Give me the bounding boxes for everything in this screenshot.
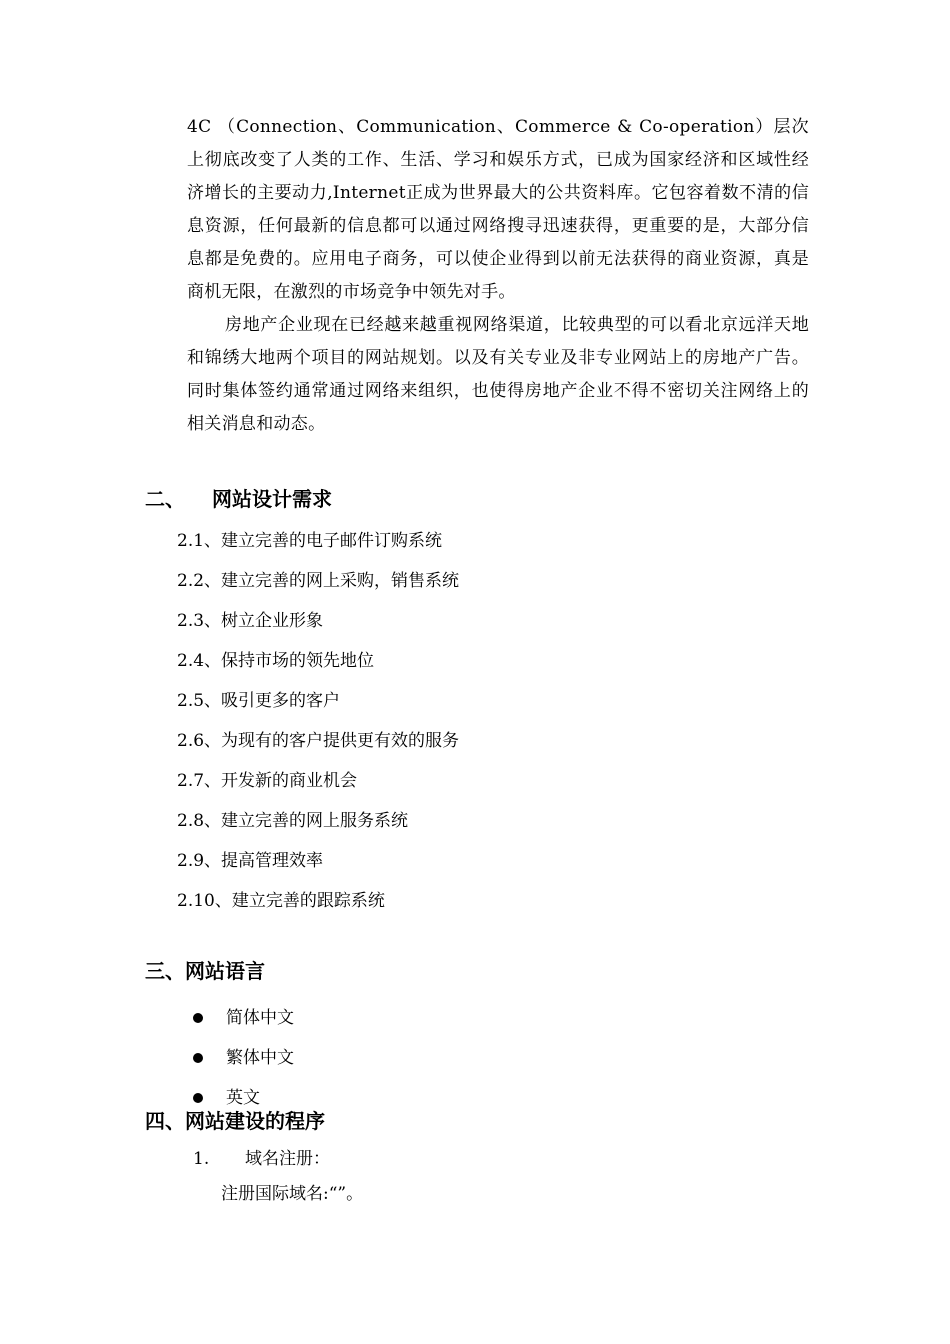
procedure-step-1 [193, 1145, 330, 1173]
intro-paragraph-1: 4C （Connection、Communication、Commerce & Co-operation）层次上彻底改变了人类的工作、生活、学习和娱乐方式，已成为国家经济和区域性经济增长的主要动力,Internet正成为世界最大的公共资料库。它包容着数不清的信息资源，任何最新的信息都可以通过网络搜寻迅速获得，更重要的是，大部分信息都是免费的。应用电子商务，可以使企业得到以前无法获得的商业资源，真是商机无限，在激烈的市场竞争中领先对手。 [187, 117, 809, 302]
language-label: 英文 [226, 1088, 260, 1108]
requirements-list [177, 527, 459, 927]
step-number: 1. [193, 1149, 210, 1169]
bullet-icon [193, 1053, 203, 1063]
section-2-title: 网站设计需求 [212, 487, 332, 511]
list-item [193, 1038, 294, 1078]
list-item: 2.6、为现有的客户提供更有效的服务 [177, 731, 460, 751]
language-label: 繁体中文 [226, 1048, 294, 1068]
list-item: 2.4、保持市场的领先地位 [177, 651, 375, 671]
list-item: 2.5、吸引更多的客户 [177, 691, 341, 711]
section-2-heading [145, 485, 332, 513]
list-item: 2.9、提高管理效率 [177, 851, 324, 871]
bullet-icon [193, 1093, 203, 1103]
section-3-heading: 三、网站语言 [145, 959, 265, 983]
list-item: 2.2、建立完善的网上采购，销售系统 [177, 571, 460, 591]
intro-paragraph-2: 房地产企业现在已经越来越重视网络渠道，比较典型的可以看北京远洋天地和锦绣大地两个项目的网站规划。以及有关专业及非专业网站上的房地产广告。同时集体签约通常通过网络来组织，也使得房地产企业不得不密切关注网络上的相关消息和动态。 [187, 315, 809, 434]
step-label: 域名注册： [245, 1149, 330, 1169]
section-2-number: 二、 [145, 487, 185, 511]
list-item: 2.8、建立完善的网上服务系统 [177, 811, 409, 831]
list-item: 2.7、开发新的商业机会 [177, 771, 358, 791]
list-item [193, 998, 294, 1038]
language-label: 简体中文 [226, 1008, 294, 1028]
list-item: 2.10、建立完善的跟踪系统 [177, 891, 385, 911]
bullet-icon [193, 1013, 203, 1023]
language-list [193, 998, 294, 1118]
section-4-heading: 四、网站建设的程序 [145, 1109, 325, 1133]
list-item: 2.1、建立完善的电子邮件订购系统 [177, 531, 443, 551]
procedure-step-1-detail: 注册国际域名:“”。 [221, 1184, 364, 1204]
list-item: 2.3、树立企业形象 [177, 611, 324, 631]
